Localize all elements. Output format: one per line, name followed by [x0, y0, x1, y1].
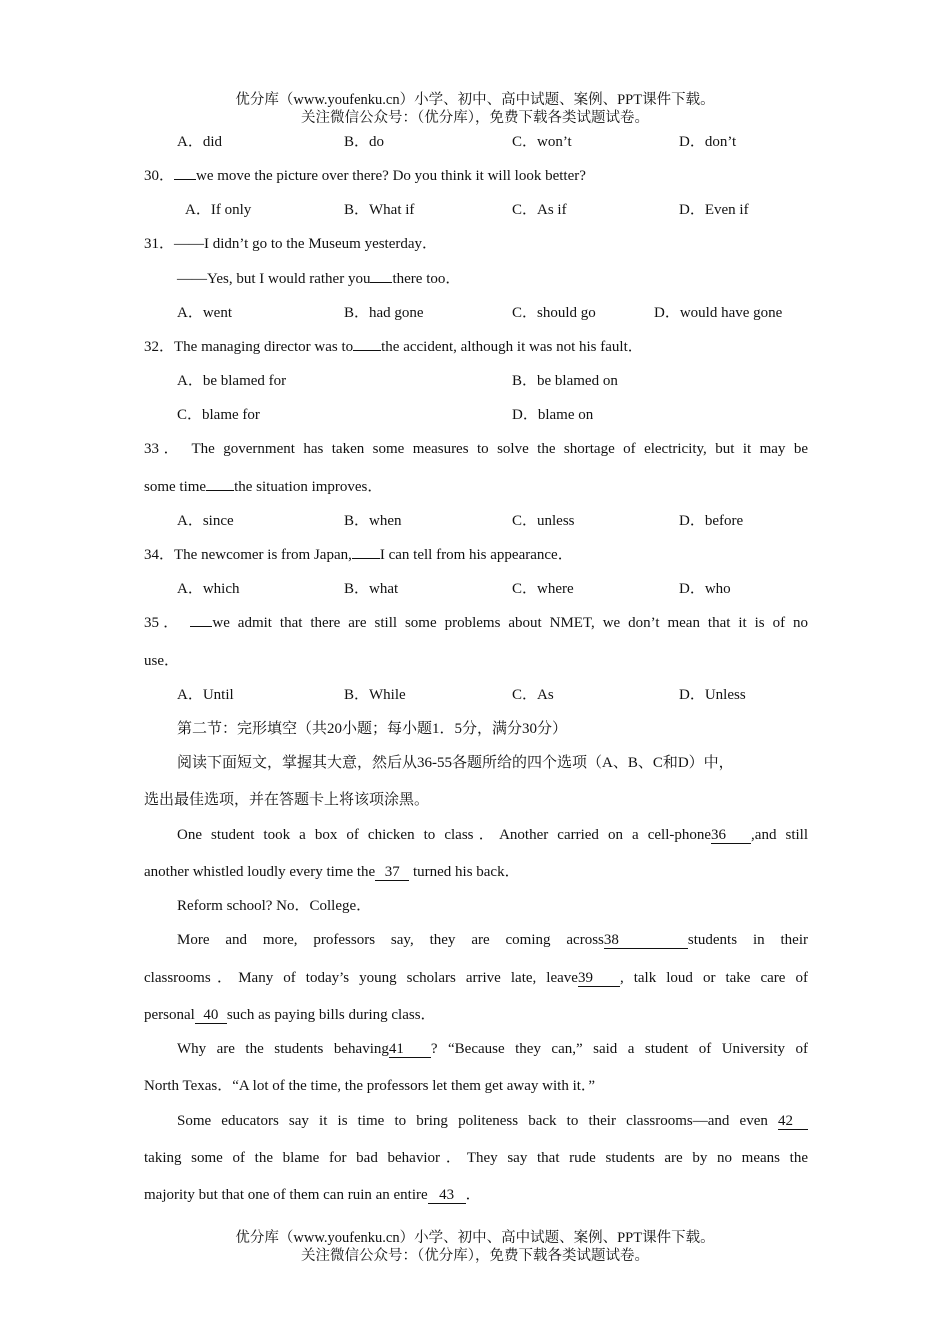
passage-p5-line-3 — [144, 1185, 808, 1205]
q33-blank — [206, 490, 234, 491]
q33-line-1 — [144, 439, 808, 459]
q30-option-c: C．As if — [512, 202, 567, 218]
p3-text-4: , talk loud or take care of — [619, 970, 808, 986]
q30-option-d: D．Even if — [679, 202, 749, 218]
footer-line-2: 关注微信公众号：（优分库），免费下载各类试题试卷。 — [301, 1248, 649, 1264]
q31-option-b: B．had gone — [344, 305, 424, 321]
q33-option-c: C．unless — [512, 513, 575, 529]
q35-option-a: A．Until — [177, 687, 234, 703]
q30-blank — [174, 179, 196, 180]
p1-text-1: One student took a box of chicken to class．Another carried on a cell-phone — [177, 827, 712, 843]
q33-text-post: the situation improves． — [234, 479, 383, 495]
blank-40: 40 — [195, 1008, 227, 1024]
passage-p1-line-1 — [177, 825, 808, 845]
q31-dialog-1: ——I didn’t go to the Museum yesterday． — [174, 236, 438, 252]
header-line-1: 优分库（www.youfenku.cn）小学、初中、高中试题、案例、PPT课件下载。 — [235, 92, 715, 108]
q33-text-1: The government has taken some measures to solve the shortage of electricity, but it may be — [191, 441, 808, 457]
blank-38: 38 — [604, 933, 688, 949]
section2-instruction-2: 选出最佳选项，并在答题卡上将该项涂黑。 — [144, 792, 430, 808]
blank-39: 39 — [578, 971, 620, 987]
p5-text-1: Some educators say it is time to bring politeness back to their classrooms—and even — [177, 1113, 768, 1129]
q34-text-post: I can tell from his appearance． — [379, 547, 573, 563]
q35-option-d: D．Unless — [679, 687, 746, 703]
p5-text-4: ． — [465, 1187, 481, 1203]
q31-blank — [370, 282, 392, 283]
passage-p2: Reform school? No．College． — [177, 898, 372, 914]
q33-line-2 — [144, 477, 808, 497]
p3-text-2: students in their — [687, 932, 808, 948]
passage-p3-line-2 — [144, 968, 808, 988]
q33-option-a: A．since — [177, 513, 234, 529]
q30-option-b: B．What if — [344, 202, 415, 218]
q31-dialog-2-end: there too． — [392, 271, 461, 287]
passage-p4-line-2: North Texas．“A lot of the time, the professors let them get away with it．” — [144, 1078, 596, 1094]
q32-option-c: C．blame for — [177, 407, 260, 423]
q30-option-a: A．If only — [185, 202, 252, 218]
q34-text-pre: The newcomer is from Japan, — [174, 547, 352, 563]
q32-stem — [144, 337, 808, 357]
p3-text-6: such as paying bills during class． — [226, 1007, 436, 1023]
q30-stem — [144, 166, 808, 186]
q31-line-1 — [144, 234, 808, 254]
blank-36: 36 — [711, 828, 751, 844]
q31-option-d: D．would have gone — [654, 305, 783, 321]
q32-text-pre: The managing director was to — [174, 339, 354, 355]
p3-text-3: classrooms．Many of today’s young scholars arrive late, leave — [144, 970, 578, 986]
q35-option-b: B．While — [344, 687, 406, 703]
passage-p5-line-2: taking some of the blame for bad behavior．They say that rude students are by no means the — [144, 1150, 808, 1166]
q34-option-b: B．what — [344, 581, 399, 597]
q33-text-pre: some time — [144, 479, 207, 495]
header-line-2: 关注微信公众号：（优分库），免费下载各类试题试卷。 — [301, 110, 649, 126]
q32-option-a: A．be blamed for — [177, 373, 287, 389]
q34-stem — [144, 545, 808, 565]
p4-text-1: Why are the students behaving — [177, 1041, 389, 1057]
p1-text-4: turned his back． — [412, 864, 520, 880]
passage-p4-line-1 — [177, 1039, 808, 1059]
blank-37: 37 — [375, 865, 409, 881]
q33-option-d: D．before — [679, 513, 744, 529]
passage-p3-line-1 — [177, 930, 808, 950]
blank-42: 42 — [778, 1114, 808, 1130]
p3-text-1: More and more, professors say, they are coming across — [177, 932, 604, 948]
q29-option-c: C．won’t — [512, 134, 572, 150]
q35-option-c: C．As — [512, 687, 554, 703]
q32-option-b: B．be blamed on — [512, 373, 618, 389]
p5-text-3: majority but that one of them can ruin an entire — [144, 1187, 428, 1203]
q35-line-2: use． — [144, 653, 179, 669]
q31-number: 31． — [144, 236, 175, 252]
q34-number: 34． — [144, 547, 175, 563]
q34-option-c: C．where — [512, 581, 574, 597]
q33-number: 33． — [144, 441, 184, 457]
q30-number: 30． — [144, 168, 175, 184]
q34-option-d: D．who — [679, 581, 731, 597]
q31-option-a: A．went — [177, 305, 232, 321]
q35-line-1 — [144, 613, 808, 633]
q30-text: we move the picture over there? Do you think it will look better? — [196, 168, 586, 184]
passage-p5-line-1 — [177, 1111, 808, 1131]
p4-text-2: ? “Because they can,” said a student of University of — [430, 1041, 808, 1057]
q34-option-a: A．which — [177, 581, 240, 597]
p1-text-3: another whistled loudly every time the — [144, 864, 376, 880]
q29-option-d: D．don’t — [679, 134, 737, 150]
blank-41: 41 — [389, 1042, 431, 1058]
q32-option-d: D．blame on — [512, 407, 594, 423]
q35-number: 35． — [144, 615, 183, 631]
q35-text-1: we admit that there are still some problems about NMET, we don’t mean that it is of no — [212, 615, 809, 631]
section2-instruction-1: 阅读下面短文，掌握其大意，然后从36-55各题所给的四个选项（A、B、C和D）中， — [177, 755, 734, 771]
q32-blank — [353, 350, 381, 351]
q29-option-b: B．do — [344, 134, 385, 150]
q32-text-post: the accident, although it was not his fault． — [381, 339, 643, 355]
q31-dialog-2: ——Yes, but I would rather you — [177, 271, 371, 287]
p1-text-2: ,and still — [751, 827, 808, 843]
q31-option-c: C．should go — [512, 305, 596, 321]
p3-text-5: personal — [144, 1007, 195, 1023]
q35-blank — [190, 626, 212, 627]
q33-option-b: B．when — [344, 513, 402, 529]
q34-blank — [352, 558, 380, 559]
footer-line-1: 优分库（www.youfenku.cn）小学、初中、高中试题、案例、PPT课件下载。 — [235, 1230, 715, 1246]
q32-number: 32． — [144, 339, 175, 355]
section2-title: 第二节：完形填空（共20小题；每小题1．5分，满分30分） — [177, 721, 568, 737]
q29-option-a: A．did — [177, 134, 223, 150]
blank-43: 43 — [428, 1188, 466, 1204]
passage-p1-line-2 — [144, 862, 808, 882]
passage-p3-line-3 — [144, 1005, 808, 1025]
q31-line-2 — [177, 269, 808, 289]
